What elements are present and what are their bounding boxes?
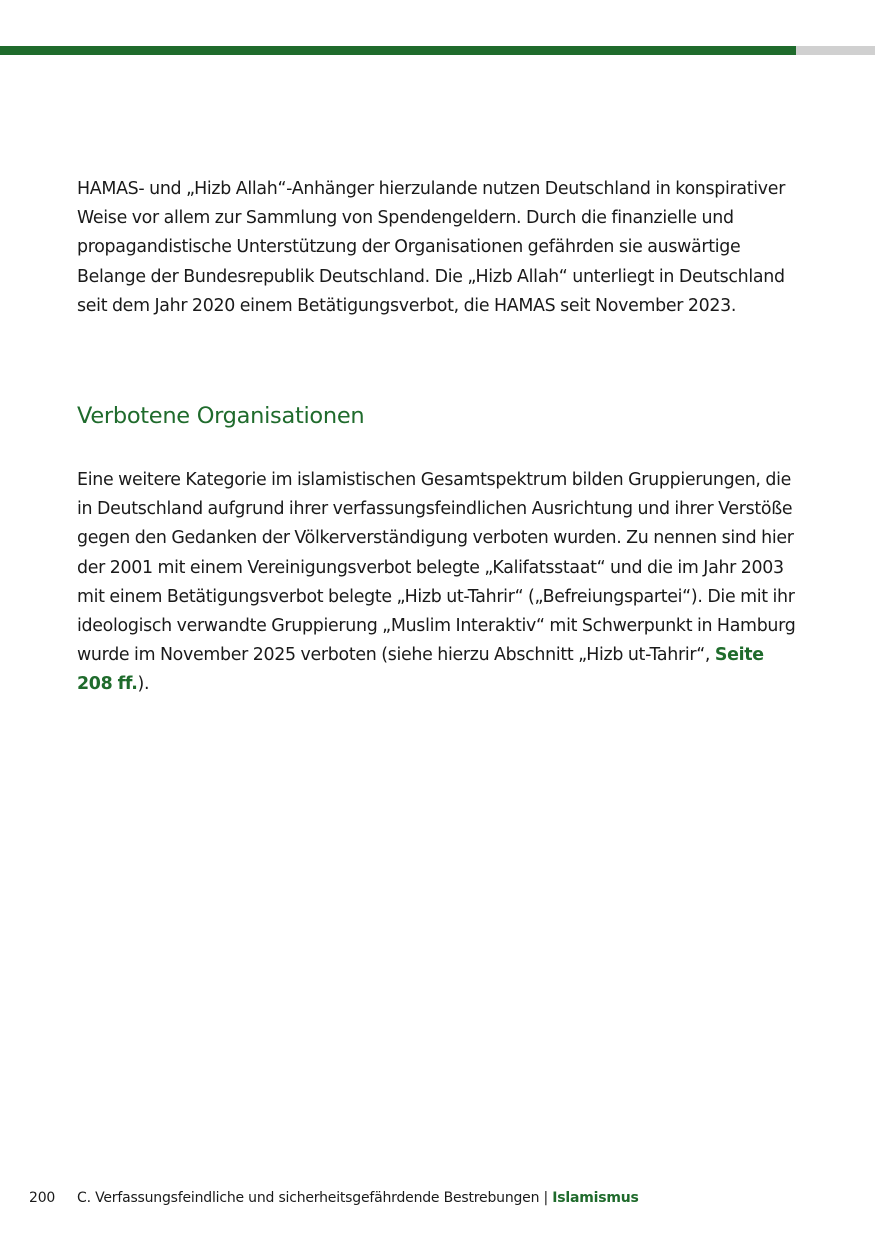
section-heading: Verbotene Organisationen — [77, 403, 365, 429]
page-number: 200 — [29, 1190, 56, 1206]
page-reference-link[interactable]: Seite 208 ff. — [77, 645, 764, 695]
page-footer — [0, 1190, 875, 1210]
intro-paragraph: HAMAS- und „Hizb Allah“-Anhänger hierzulande nutzen Deutschland in konspirativer Weise vor allem zur Sammlung von Spendengeldern. Durch die finanzielle und propagandistische Unterstützung der Organisationen gefährden sie auswärtige Belange der Bundesrepublik Deutschland. Die „Hizb Allah“ unterliegt in Deutschland seit dem Jahr 2020 einem Betätigungsverbot, die HAMAS seit November 2023. — [77, 179, 786, 316]
footer-section: Islamismus — [552, 1190, 639, 1206]
footer-chapter: C. Verfassungsfeindliche und sicherheitsgefährdende Bestrebungen | — [77, 1190, 553, 1206]
section-paragraph-text: Eine weitere Kategorie im islamistischen Gesamtspektrum bilden Gruppierungen, die in Deutschland aufgrund ihrer verfassungsfeindlichen Ausrichtung und ihrer Verstöße gegen den Gedanken der Völkerverständigung verboten wurden. Zu nennen sind hier der 2001 mit einem Vereinigungsverbot belegte „Kalifatsstaat“ und die im Jahr 2003 mit einem Betätigungsverbot belegte „Hizb ut-Tahrir“ („Befreiungspartei“). Die mit ihr ideologisch verwandte Gruppierung „Muslim Interaktiv“ mit Schwerpunkt in Hamburg wurde im November 2025 verboten (siehe hierzu Abschnitt „Hizb ut-Tahrir“, — [77, 470, 796, 666]
section-paragraph-end: ). — [137, 674, 150, 695]
section-paragraph — [77, 466, 799, 700]
footer-running-title — [77, 1190, 639, 1206]
header-accent-bar — [0, 46, 796, 55]
header-grey-bar — [796, 46, 875, 55]
